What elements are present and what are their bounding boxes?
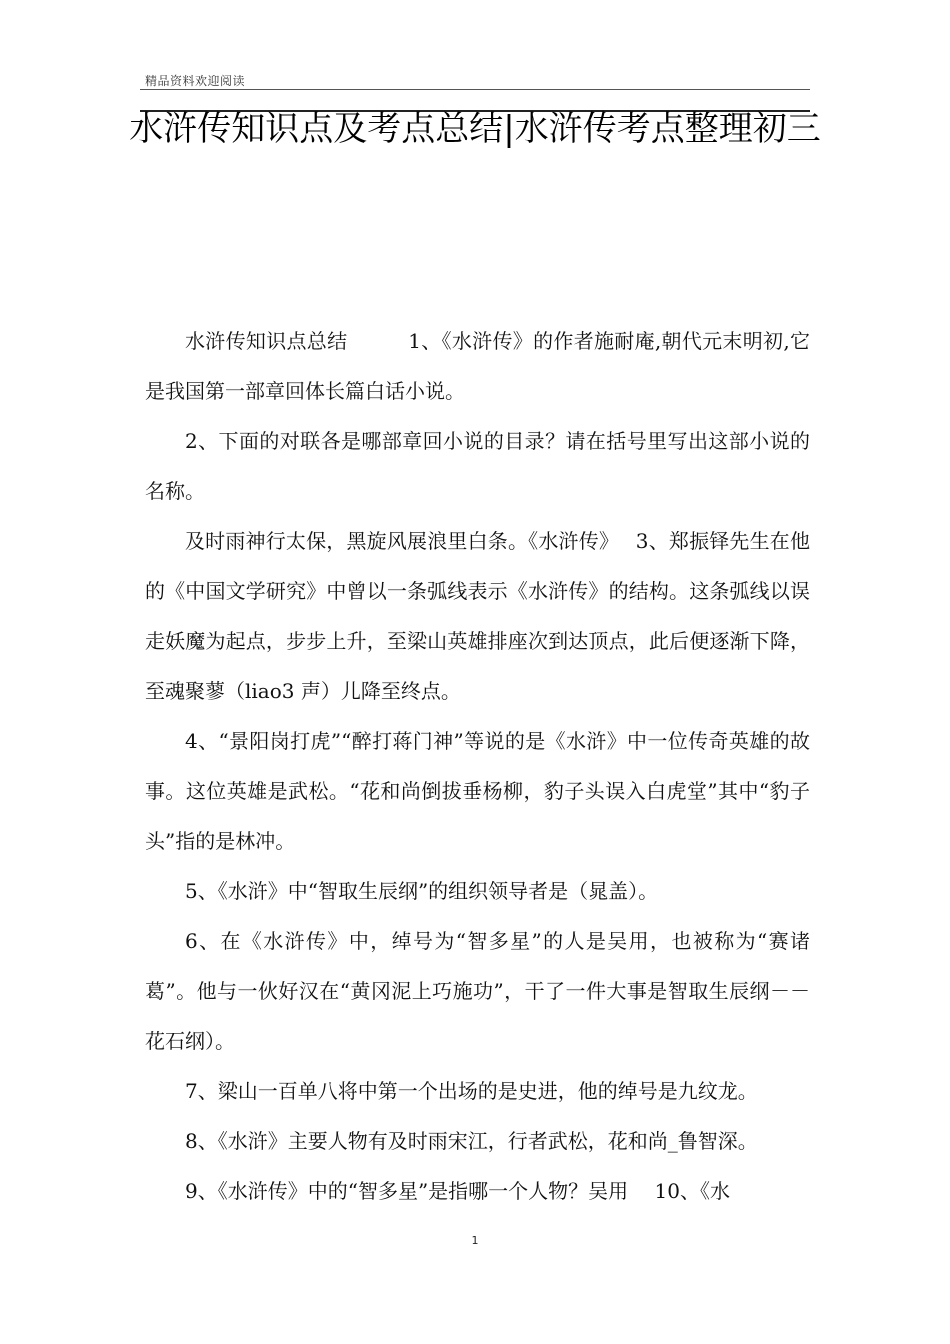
paragraph-8: 8、《水浒》主要人物有及时雨宋江，行者武松，花和尚_鲁智深。 xyxy=(185,1129,758,1153)
document-body xyxy=(145,316,810,1216)
paragraph-3: 及时雨神行太保，黑旋风展浪里白条。《水浒传》 3、郑振铎先生在他的《中国文学研究》中曾以一条弧线表示《水浒传》的结构。这条弧线以误走妖魔为起点，步步上升，至梁山英雄排座次到达顶点，此后便逐渐下降，至魂聚蓼（liao3 声）儿降至终点。 xyxy=(145,529,810,703)
page-header-label: 精品资料欢迎阅读 xyxy=(145,74,246,88)
paragraph-9: 9、《水浒传》中的“智多星”是指哪一个人物？吴用 10、《水 xyxy=(185,1179,730,1203)
document-title: 水浒传知识点及考点总结|水浒传考点整理初三 xyxy=(129,109,821,149)
paragraph-2: 2、下面的对联各是哪部章回小说的目录？请在括号里写出这部小说的名称。 xyxy=(145,429,810,503)
paragraph-5: 5、《水浒》中“智取生辰纲”的组织领导者是（晁盖）。 xyxy=(185,879,659,903)
page-number: 1 xyxy=(471,1234,479,1247)
paragraph-1: 水浒传知识点总结 1、《水浒传》的作者施耐庵,朝代元末明初,它是我国第一部章回体长篇白话小说。 xyxy=(145,329,810,403)
header-rule xyxy=(140,89,810,90)
paragraph-6: 6、在《水浒传》中，绰号为“智多星”的人是吴用，也被称为“赛诸葛”。他与一伙好汉在“黄冈泥上巧施功”，干了一件大事是智取生辰纲－－花石纲）。 xyxy=(145,929,810,1053)
paragraph-7: 7、梁山一百单八将中第一个出场的是史进，他的绰号是九纹龙。 xyxy=(185,1079,758,1103)
paragraph-4: 4、“景阳岗打虎”“醉打蒋门神”等说的是《水浒》中一位传奇英雄的故事。这位英雄是武松。“花和尚倒拔垂杨柳，豹子头误入白虎堂”其中“豹子头”指的是林冲。 xyxy=(145,729,810,853)
